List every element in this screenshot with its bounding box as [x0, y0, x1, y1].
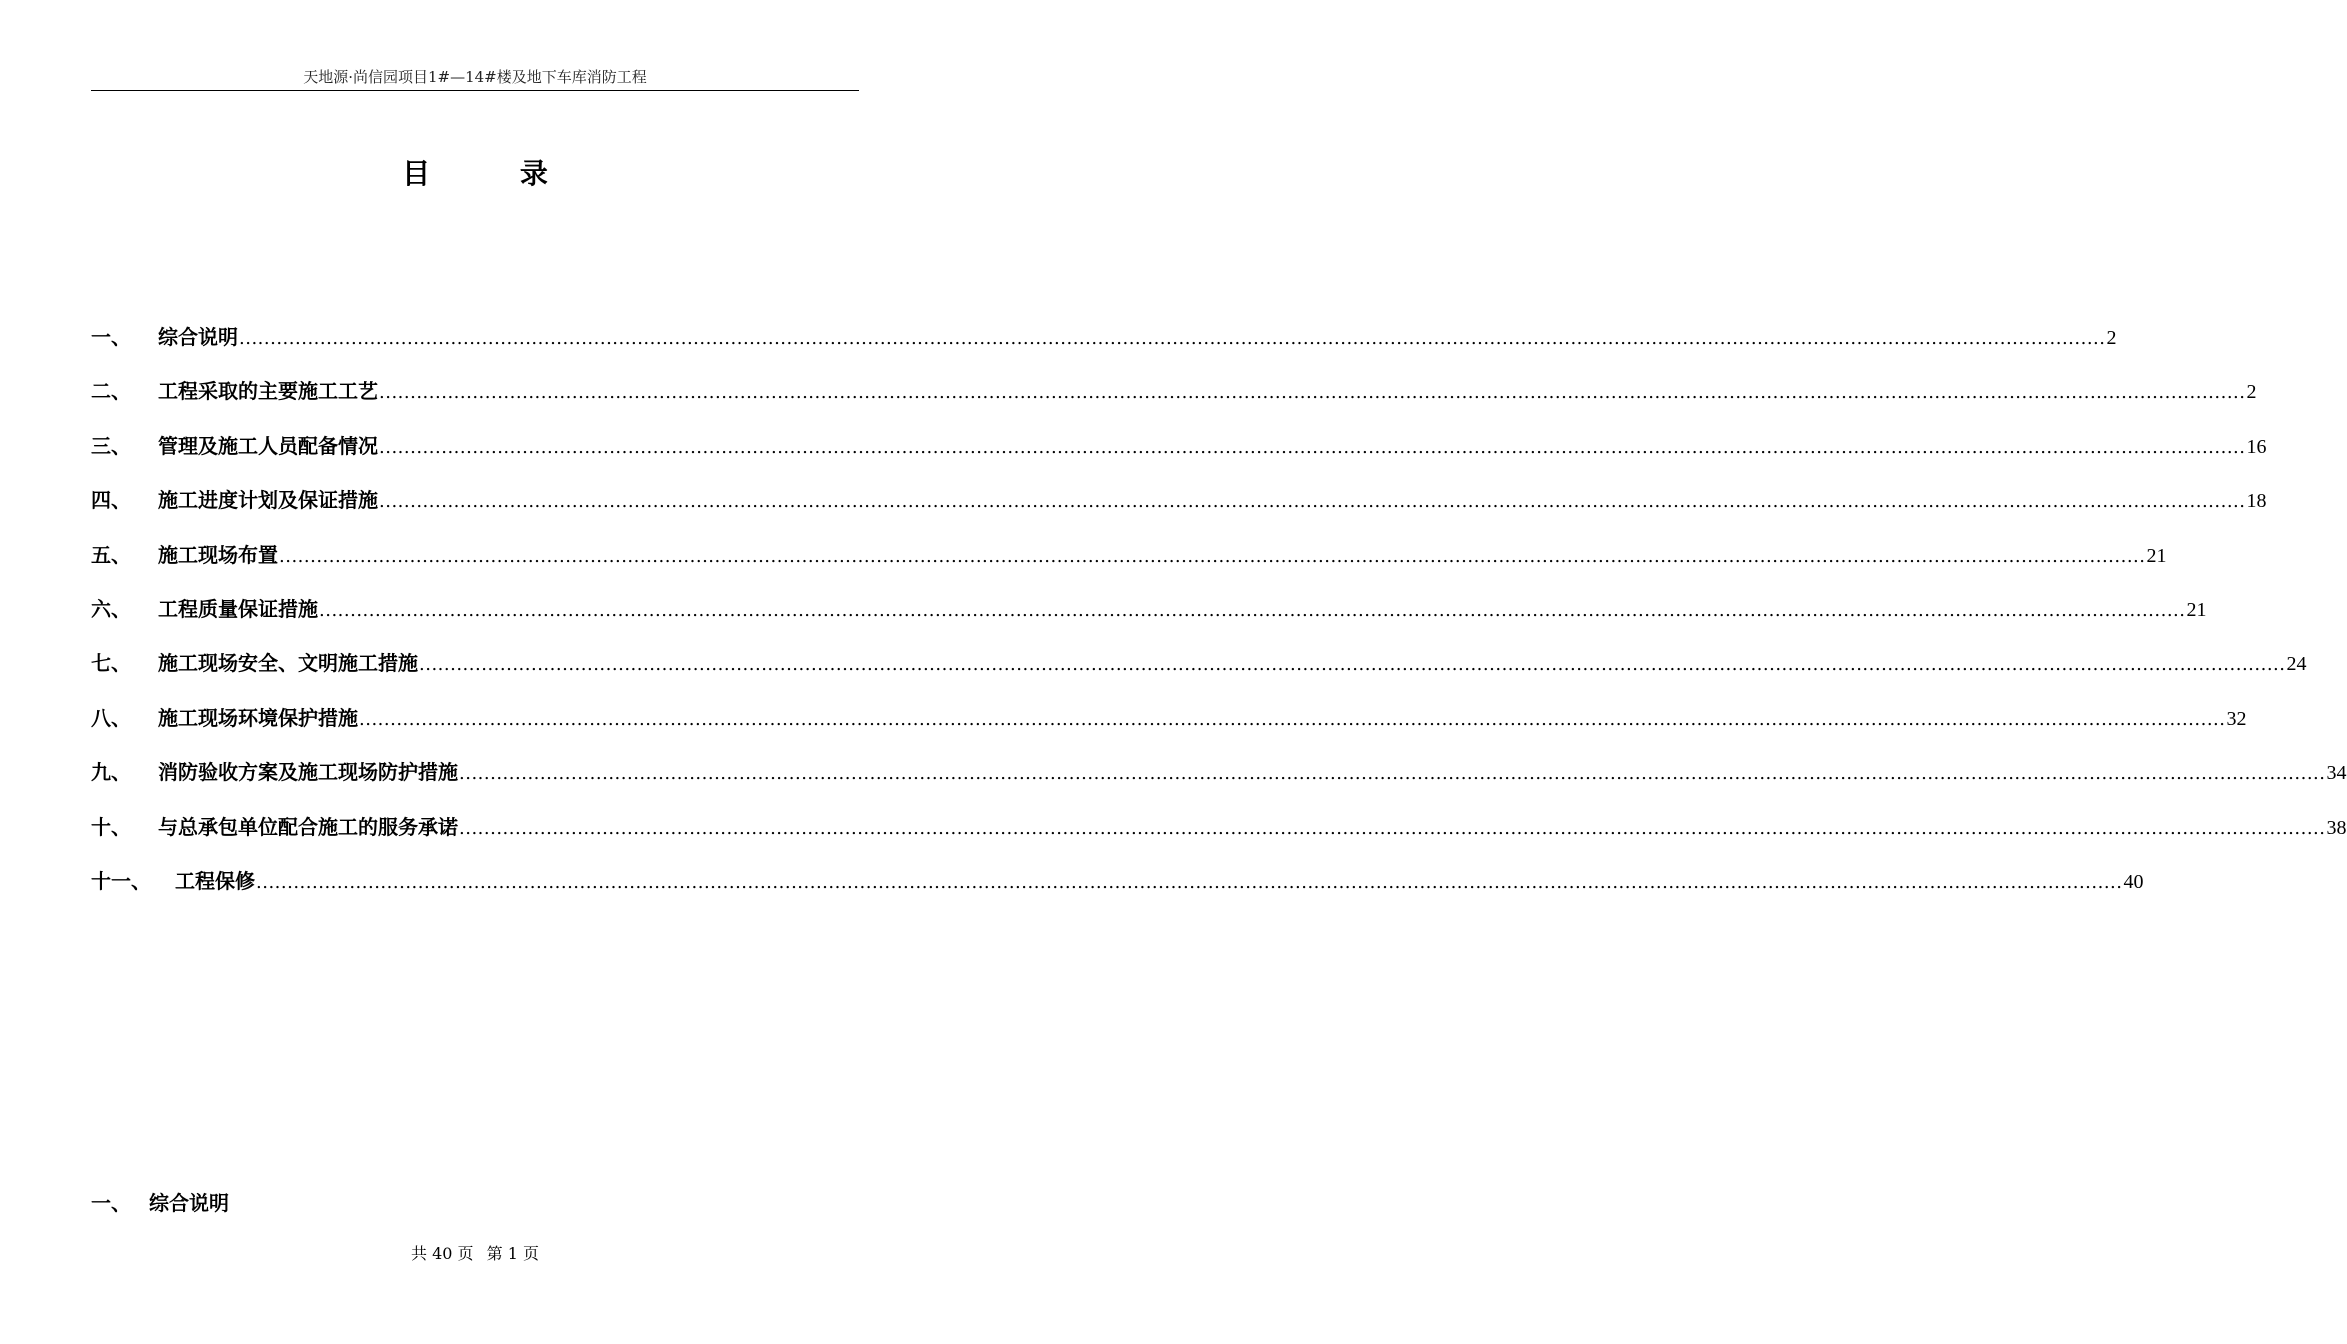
- toc-entry-title: 施工现场安全、文明施工措施: [158, 651, 418, 676]
- toc-entry-title: 与总承包单位配合施工的服务承诺: [158, 814, 458, 839]
- header-divider: [91, 90, 859, 91]
- toc-entry-title: 施工现场环境保护措施: [158, 705, 358, 730]
- toc-entry[interactable]: [91, 538, 2167, 592]
- toc-entry-page: 38: [2326, 816, 2347, 839]
- toc-entry-number: 九、: [91, 760, 131, 785]
- toc-entry[interactable]: [91, 701, 2247, 755]
- toc-entry-title: 施工进度计划及保证措施: [158, 488, 378, 513]
- toc-entry-title: 施工现场布置: [158, 542, 278, 567]
- toc-entry-number: 六、: [91, 596, 131, 621]
- dot-leader: ............................................................................................................................................................................................................................................................................................................: [379, 382, 2246, 404]
- toc-entry-title: 工程保修: [175, 868, 255, 893]
- dot-leader: ............................................................................................................................................................................................................................................................................................................: [239, 328, 2106, 349]
- page-footer: [0, 1240, 950, 1268]
- toc-entry-page: 21: [2146, 544, 2167, 567]
- toc-entry-number: 二、: [91, 379, 131, 404]
- toc-entry-page: 24: [2286, 653, 2307, 676]
- toc-entry[interactable]: [91, 755, 2347, 809]
- toc-entry[interactable]: [91, 374, 2257, 428]
- toc-title: 目 录: [402, 157, 588, 190]
- section-number: 一、: [91, 1191, 131, 1215]
- toc-entry-number: 四、: [91, 488, 131, 513]
- section-title: 综合说明: [149, 1191, 229, 1215]
- toc-entry-page: 21: [2186, 598, 2207, 621]
- toc-entry-number: 十、: [91, 814, 131, 839]
- toc-entry[interactable]: [91, 483, 2267, 537]
- dot-leader: ............................................................................................................................................................................................................................................................................................................: [379, 436, 2246, 458]
- section-heading: [91, 1185, 229, 1221]
- page-header: 天地源·尚信园项目1#—14#楼及地下车库消防工程: [303, 68, 647, 86]
- toc-entry-title: 工程采取的主要施工工艺: [158, 379, 378, 404]
- dot-leader: ............................................................................................................................................................................................................................................................................................................: [279, 545, 2146, 567]
- toc-entry-page: 40: [2123, 870, 2144, 893]
- toc-entry-number: 一、: [91, 325, 131, 349]
- dot-leader: ............................................................................................................................................................................................................................................................................................................: [379, 491, 2246, 513]
- toc-entry-title: 综合说明: [158, 325, 238, 349]
- toc-entry-title: 管理及施工人员配备情况: [158, 433, 378, 458]
- toc-entry[interactable]: [91, 646, 2307, 700]
- toc-entry-page: 18: [2246, 490, 2267, 513]
- toc-entry[interactable]: [91, 592, 2207, 646]
- dot-leader: ............................................................................................................................................................................................................................................................................................................: [359, 708, 2226, 730]
- toc-entry[interactable]: [91, 320, 2117, 374]
- table-of-contents: [91, 320, 2347, 918]
- toc-entry-number: 八、: [91, 705, 131, 730]
- toc-entry[interactable]: [91, 810, 2347, 864]
- toc-entry-number: 七、: [91, 651, 131, 676]
- toc-entry[interactable]: [91, 429, 2267, 483]
- toc-entry-number: 五、: [91, 542, 131, 567]
- toc-entry-page: 2: [2106, 327, 2117, 349]
- toc-entry[interactable]: [91, 864, 2144, 918]
- dot-leader: ............................................................................................................................................................................................................................................................................................................: [419, 654, 2286, 676]
- dot-leader: ............................................................................................................................................................................................................................................................................................................: [256, 871, 2123, 893]
- toc-entry-page: 2: [2246, 381, 2257, 404]
- toc-entry-page: 32: [2226, 707, 2247, 730]
- current-page: 第 1 页: [486, 1244, 539, 1263]
- toc-entry-page: 34: [2326, 762, 2347, 785]
- total-pages: 共 40 页: [411, 1244, 474, 1263]
- toc-entry-number: 三、: [91, 433, 131, 458]
- dot-leader: ............................................................................................................................................................................................................................................................................................................: [459, 817, 2326, 839]
- toc-entry-page: 16: [2246, 435, 2267, 458]
- dot-leader: ............................................................................................................................................................................................................................................................................................................: [319, 599, 2186, 621]
- toc-entry-title: 工程质量保证措施: [158, 596, 318, 621]
- dot-leader: ............................................................................................................................................................................................................................................................................................................: [459, 763, 2326, 785]
- toc-entry-title: 消防验收方案及施工现场防护措施: [158, 760, 458, 785]
- toc-entry-number: 十一、: [91, 868, 151, 893]
